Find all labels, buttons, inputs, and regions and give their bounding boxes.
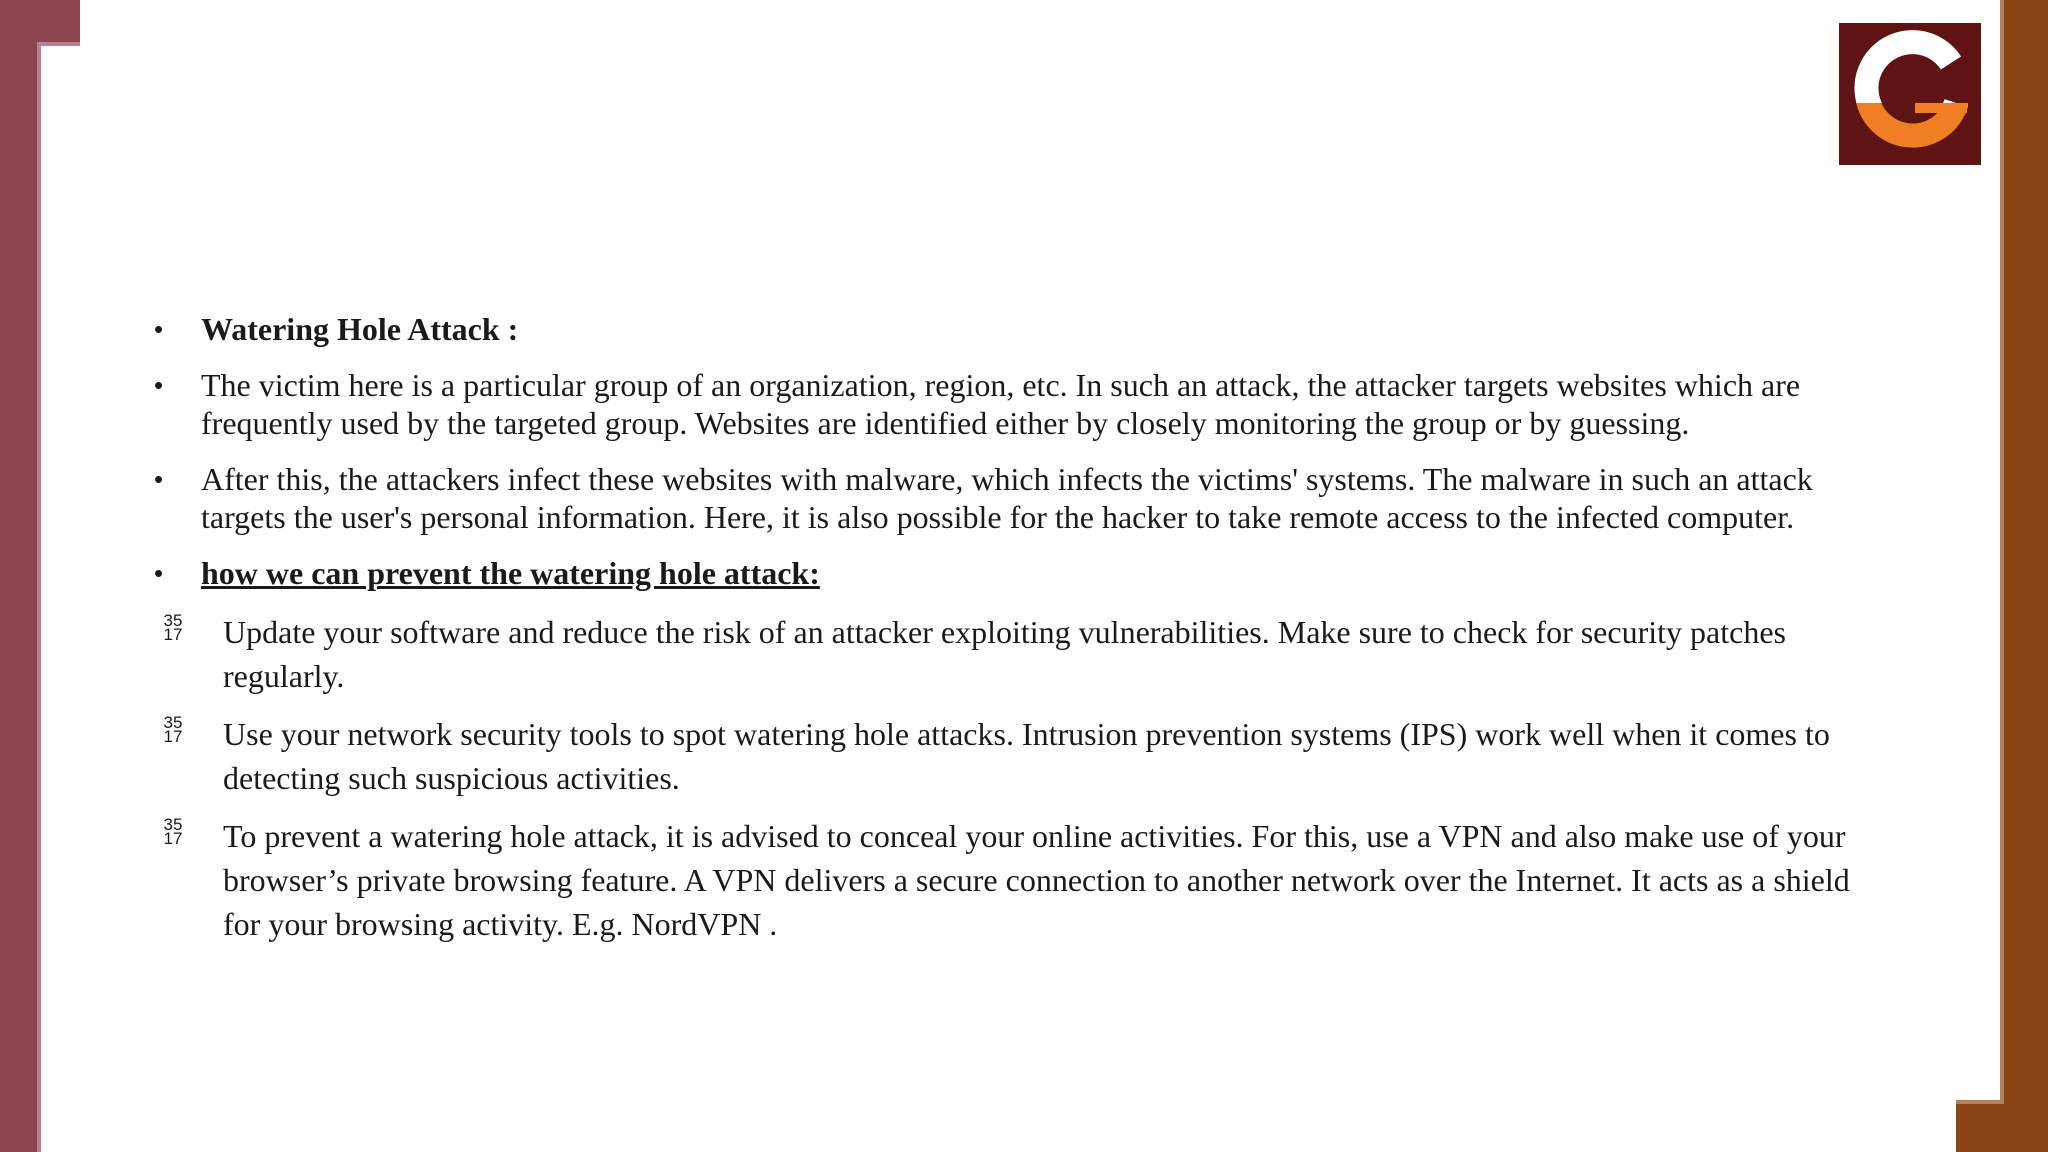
bullet-text: After this, the attackers infect these websites with malware, which infects the victims' systems. The malware in such an attack targets the user's personal information. Here, it is also possible for the hacker to take remote access to the infected computer. [201,461,1813,535]
step-marker-top: 35 [163,815,183,834]
prevention-step [150,712,1890,800]
step-marker-bottom: 17 [163,625,183,644]
frame-right-inner-line [2000,0,2004,1104]
bullet-icon: • [154,558,164,588]
bullet-item-title [150,310,1890,348]
step-marker-top: 35 [163,611,183,630]
step-text: Use your network security tools to spot watering hole attacks. Intrusion prevention systems (IPS) work well when it comes to detecting such suspicious activities. [223,716,1830,796]
bullet-icon: • [154,314,164,344]
step-marker [158,815,188,848]
step-marker-top: 35 [163,713,183,732]
frame-right-bottom [1956,1104,2048,1152]
step-marker-bottom: 17 [163,727,183,746]
prevention-steps-list [150,610,1890,946]
bullet-item [150,460,1890,536]
step-marker [158,611,188,644]
g-logo-icon [1839,23,1981,165]
frame-right-bottom-inner-line [1956,1100,2004,1104]
slide-content [150,310,1890,960]
bullet-item-prevention-heading [150,554,1890,592]
step-text: To prevent a watering hole attack, it is advised to conceal your online activities. For this, use a VPN and also make use of your browser’s private browsing feature. A VPN delivers a secure connection to another network over the Internet. It acts as a shield for your browsing activity. E.g. NordVPN . [223,818,1850,942]
bullet-icon: • [154,370,164,400]
frame-left-top [0,0,80,42]
frame-left-inner-line [37,42,41,1152]
step-marker [158,713,188,746]
bullet-icon: • [154,464,164,494]
bullet-text: how we can prevent the watering hole attack: [201,555,820,591]
step-text: Update your software and reduce the risk of an attacker exploiting vulnerabilities. Make sure to check for security patches regularly. [223,614,1786,694]
bullet-item [150,366,1890,442]
prevention-step [150,610,1890,698]
bullet-text: The victim here is a particular group of an organization, region, etc. In such an attack, the attacker targets websites which are frequently used by the targeted group. Websites are identified either by closely monitoring the group or by guessing. [201,367,1801,441]
bullet-text: Watering Hole Attack : [201,311,519,347]
frame-left-inner-top-line [37,42,80,46]
prevention-step [150,814,1890,946]
frame-right-bar [2004,0,2048,1152]
g-logo [1839,23,1981,165]
step-marker-bottom: 17 [163,829,183,848]
frame-left-bar [0,0,37,1152]
bullet-list [150,310,1890,592]
